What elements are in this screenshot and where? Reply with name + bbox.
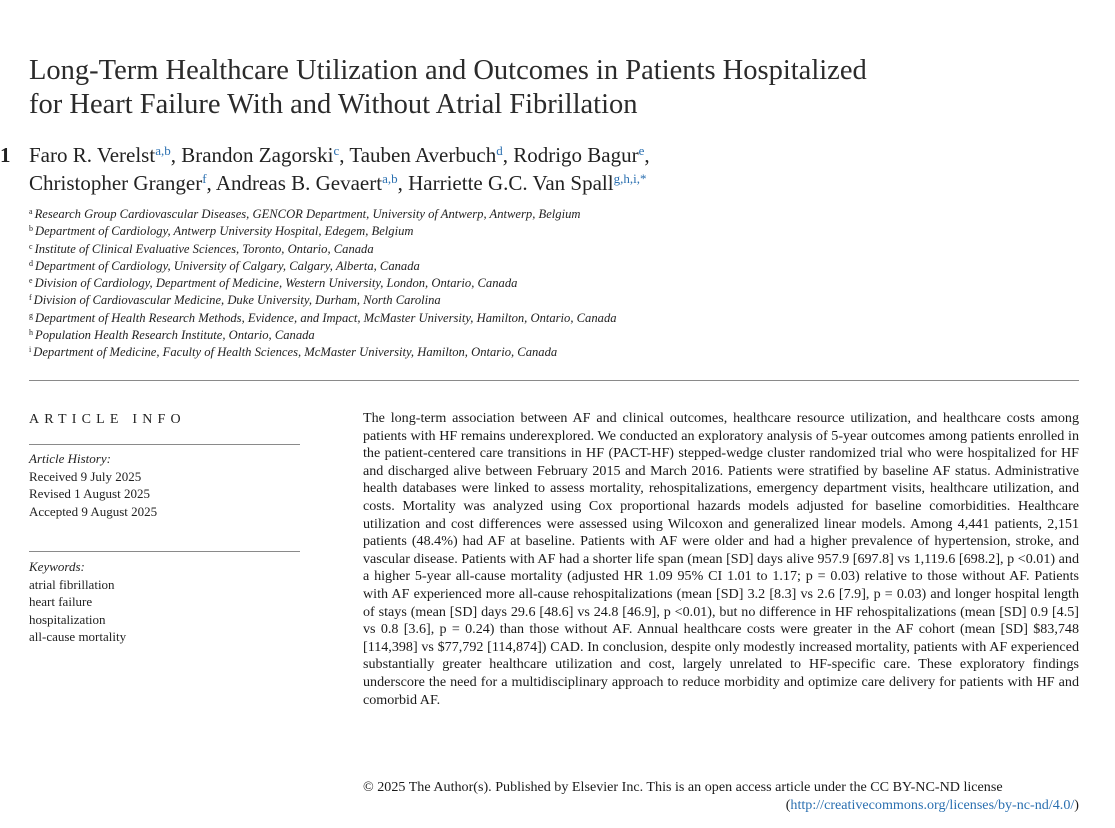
article-history-label: Article History:	[29, 451, 111, 466]
author-affiliation-mark[interactable]: c	[333, 143, 340, 158]
license-text: © 2025 The Author(s). Published by Elsevier Inc. This is an open access article under the CC BY-NC-ND license	[363, 779, 1003, 795]
affiliation-text: Division of Cardiology, Department of Medicine, Western University, London, Ontario, Canada	[34, 276, 518, 291]
author-affiliation-mark[interactable]: f	[202, 171, 207, 186]
article-history	[29, 450, 157, 520]
article-info-heading: ARTICLE INFO	[29, 412, 186, 427]
keyword-item: all-cause mortality	[29, 629, 127, 644]
affiliation-mark: d	[29, 258, 33, 268]
author-list	[29, 141, 1089, 197]
keyword-item: heart failure	[29, 594, 93, 609]
author-name[interactable]: Rodrigo Bagur	[513, 143, 639, 167]
affiliation-item	[29, 241, 1079, 258]
license-link-line	[363, 797, 1079, 815]
affiliation-mark: g	[29, 310, 33, 320]
author-separator: ,	[397, 171, 409, 195]
affiliation-mark: c	[29, 241, 33, 251]
keywords-block	[29, 558, 126, 646]
affiliation-item	[29, 327, 1079, 344]
affiliation-item	[29, 344, 1079, 361]
author-line-1	[29, 141, 1089, 169]
affiliation-mark: b	[29, 224, 33, 234]
affiliation-item	[29, 223, 1079, 240]
author-name[interactable]: Tauben Averbuch	[349, 143, 497, 167]
keywords-divider	[29, 551, 300, 552]
keyword-item: hospitalization	[29, 611, 106, 627]
author-affiliation-mark[interactable]: e	[638, 143, 645, 158]
author-line-2	[29, 169, 1089, 197]
author-affiliation-mark[interactable]: a,b	[155, 143, 171, 158]
keyword-item: atrial fibrillation	[29, 576, 115, 592]
affiliation-item	[29, 258, 1079, 275]
affiliation-mark: h	[29, 328, 33, 338]
affiliation-text: Population Health Research Institute, Ontario, Canada	[35, 328, 315, 343]
affiliation-mark: i	[29, 345, 32, 355]
title-line-2: for Heart Failure With and Without Atrial Fibrillation	[29, 89, 638, 120]
affiliation-text: Department of Health Research Methods, Evidence, and Impact, McMaster University, Hamilton, Ontario, Canada	[35, 310, 617, 325]
history-received: Received 9 July 2025	[29, 468, 142, 484]
affiliation-text: Department of Cardiology, Antwerp University Hospital, Edegem, Belgium	[35, 224, 414, 239]
author-affiliation-mark[interactable]: a,b	[382, 171, 398, 186]
affiliation-text: Institute of Clinical Evaluative Sciences, Toronto, Ontario, Canada	[34, 241, 374, 256]
author-separator: ,	[502, 143, 514, 167]
affiliation-mark: a	[29, 207, 33, 216]
affiliation-text: Department of Medicine, Faculty of Health Sciences, McMaster University, Hamilton, Ontario, Canada	[33, 345, 558, 360]
license-paren-open: (	[785, 796, 791, 813]
affiliation-item	[29, 206, 1079, 223]
affiliation-mark: e	[29, 276, 33, 286]
header-divider	[29, 380, 1079, 381]
page-edge-marker: 1	[0, 143, 11, 167]
title-line-1: Long-Term Healthcare Utilization and Outcomes in Patients Hospitalized	[29, 55, 867, 86]
author-affiliation-mark[interactable]: d	[496, 143, 503, 158]
author-name[interactable]: Faro R. Verelst	[29, 143, 156, 167]
keywords-label: Keywords:	[29, 559, 85, 574]
abstract-text: The long-term association between AF and clinical outcomes, healthcare resource utilization, and healthcare costs among patients with HF remains underexplored. We conducted an exploratory analysis of 5-year outcomes among patients enrolled in the patient-centered care transitions in HF (PACT-HF) stepped-wedge cluster randomized trial who were hospitalized for HF and discharged alive between February 2015 and March 2016. Patients were stratified by baseline AF status. Administrative health databases were linked to assess mortality, rehospitalizations, emergency department visits, healthcare utilization, and costs. Mortality was analyzed using Cox proportional hazards models adjusted for baseline comorbidities. Healthcare utilization and cost differences were assessed using Wilcoxon and generalized linear models. Among 4,441 patients, 2,151 patients (48.4%) had AF at baseline. Patients with AF were older and had a higher prevalence of hypertension, stroke, and vascular disease. Patients with AF had a shorter life span (mean [SD] days alive 957.9 [697.8] vs 1,119.6 [698.2], p <0.01) and a higher 5-year all-cause mortality (adjusted HR 1.09 95% CI 1.01 to 1.17; p = 0.03) relative to those without AF. Patients with AF experienced more all-cause rehospitalizations (mean [SD] 3.2 [8.3] vs 2.6 [7.9], p = 0.03) and longer hospital length of stays (mean [SD] days 29.6 [48.6] vs 24.8 [46.9], p <0.01), but no difference in HF rehospitalizations (mean [SD] 0.9 [4.5] vs 0.8 [3.6], p = 0.24) than those without AF. Annual healthcare costs were greater in the AF cohort (mean [SD] $83,748 [114,398] vs $77,792 [114,874]) CAD. In conclusion, despite only modestly increased mortality, patients with AF experienced substantially greater healthcare utilization and cost, largely unrelated to HF-specific care. These exploratory findings underscore the need for a multidisciplinary approach to reduce morbidity and optimize care delivery for patients with HF and comorbid AF.	[363, 410, 1079, 708]
history-revised: Revised 1 August 2025	[29, 486, 150, 501]
author-name[interactable]: Christopher Granger	[29, 171, 203, 195]
affiliation-item	[29, 275, 1079, 292]
article-info-divider	[29, 444, 300, 445]
author-separator: ,	[644, 143, 650, 167]
license-notice	[363, 779, 1079, 814]
author-separator: ,	[170, 143, 182, 167]
affiliation-list	[29, 206, 1079, 362]
affiliation-item	[29, 310, 1079, 327]
author-name[interactable]: Brandon Zagorski	[181, 143, 334, 167]
author-affiliation-mark[interactable]: g,h,i,*	[613, 171, 647, 186]
history-accepted: Accepted 9 August 2025	[29, 503, 158, 519]
affiliation-item	[29, 292, 1079, 309]
affiliation-text: Department of Cardiology, University of Calgary, Calgary, Alberta, Canada	[35, 258, 420, 273]
affiliation-text: Division of Cardiovascular Medicine, Duke University, Durham, North Carolina	[33, 293, 441, 308]
author-separator: ,	[206, 171, 216, 195]
affiliation-mark: f	[29, 293, 32, 303]
author-name[interactable]: Andreas B. Gevaert	[215, 171, 383, 195]
license-link[interactable]: http://creativecommons.org/licenses/by-nc-nd/4.0/	[790, 796, 1075, 813]
article-title	[29, 54, 1069, 122]
affiliation-text: Research Group Cardiovascular Diseases, GENCOR Department, University of Antwerp, Antwerp, Belgium	[34, 207, 581, 221]
author-separator: ,	[339, 143, 350, 167]
author-name[interactable]: Harriette G.C. Van Spall	[408, 171, 614, 195]
license-paren-close: )	[1074, 796, 1079, 813]
